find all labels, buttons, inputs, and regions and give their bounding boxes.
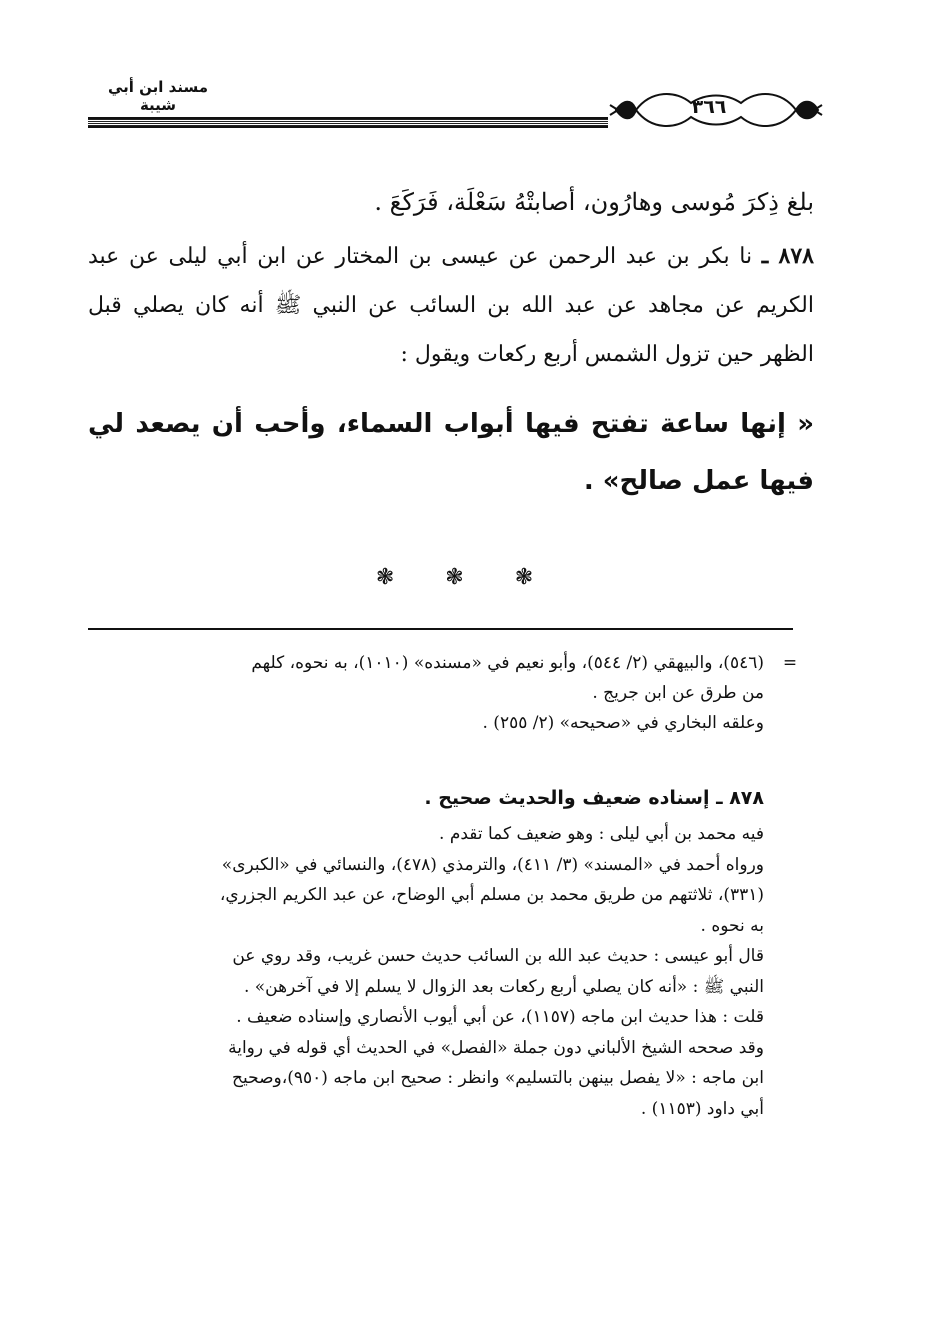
footnote-rule <box>88 628 793 630</box>
hadith-paragraph <box>88 232 814 379</box>
footnote-line: من طرق عن ابن جريج . <box>592 683 764 703</box>
footnote-line: قال أبو عيسى : حديث عبد الله بن السائب حديث حسن غريب، وقد روي عن <box>232 946 764 966</box>
page-number: ٣٦٦ <box>691 96 727 118</box>
footnote-line: ورواه أحمد في «المسند» (٣/ ٤١١)، والترمذي (٤٧٨)، والنسائي في «الكبرى» <box>221 854 764 875</box>
footnote-line: وعلقه البخاري في «صحيحه» (٢/ ٢٥٥) . <box>482 713 764 733</box>
footnote-body <box>88 819 764 1124</box>
footnote-line: وقد صححه الشيخ الألباني دون جملة «الفصل» في الحديث أي قوله في رواية <box>228 1037 764 1058</box>
footnote-line: النبي ﷺ : «أنه كان يصلي أربع ركعات بعد الزوال لا يسلم إلا في آخرهن» . <box>243 976 764 997</box>
footnote-heading: ٨٧٨ ـ إسناده ضعيف والحديث صحيح . <box>424 787 764 809</box>
running-header-title: مسند ابن أبي شيبة <box>107 78 208 114</box>
footnote-line: ابن ماجه : «لا يفصل بينهن بالتسليم» وانظر : صحيح ابن ماجه (٩٥٠)،وصحيح <box>232 1068 764 1088</box>
footnote-continuation <box>88 648 764 738</box>
footnote-line: به نحوه . <box>700 915 764 936</box>
hadith-text: نا بكر بن عبد الرحمن عن عيسى بن المختار عن ابن أبي ليلى عن عبد الكريم عن مجاهد عن عبد الله بن السائب عن النبي ﷺ أنه كان يصلي قبل الظهر حين تزول الشمس أربع ركعات ويقول : <box>88 244 814 367</box>
header-rule <box>88 117 608 128</box>
footnote-line: قلت : هذا حديث ابن ماجه (١١٥٧)، عن أبي أيوب الأنصاري وإسناده ضعيف . <box>236 1007 764 1027</box>
footnote-continuation-mark: = <box>782 653 798 673</box>
section-separator: ❃ ❃ ❃ <box>375 565 556 590</box>
hadith-quote: « إنها ساعة تفتح فيها أبواب السماء، وأحب أن يصعد لي فيها عمل صالح» . <box>88 409 814 496</box>
footnote-line: (٣٣١)، ثلاثتهم من طريق محمد بن مسلم أبي الوضاح، عن عبد الكريم الجزري، <box>219 885 764 905</box>
footnote-line: فيه محمد بن أبي ليلى : وهو ضعيف كما تقدم . <box>439 824 764 844</box>
hadith-number: ٨٧٨ ـ <box>761 243 814 269</box>
footnote-line: أبي داود (١١٥٣) . <box>640 1098 764 1119</box>
paragraph-continued: بلغ ذِكرَ مُوسى وهارُون، أصابتْهُ سَعْلَة، فَرَكَعَ . <box>374 188 814 216</box>
footnote-line: (٥٤٦)، والبيهقي (٢/ ٥٤٤)، وأبو نعيم في «مسنده» (١٠١٠)، به نحوه، كلهم <box>251 653 764 673</box>
